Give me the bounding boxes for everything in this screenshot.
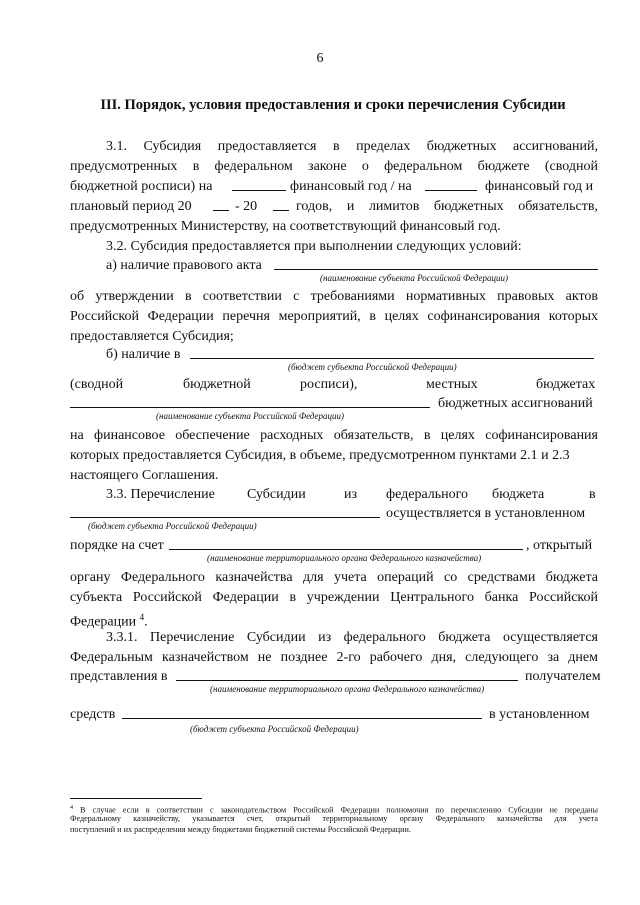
- p33-word-3: из: [344, 487, 358, 502]
- p331-line-2: Федеральным казначейством не позднее 2-го рабочего дня, следующего за днем: [70, 650, 598, 665]
- pb-line-4: на финансовое обеспечение расходных обязательств, в целях софинансирования: [70, 428, 598, 443]
- p31-line-3a: бюджетной росписи) на: [70, 179, 213, 194]
- p33-line-3b: , открытый: [526, 538, 593, 553]
- p31-line-2: предусмотренных в федеральном законе о федеральном бюджете (сводной: [70, 159, 598, 174]
- pb-word-3: росписи),: [300, 377, 358, 392]
- caption-subject-2: (наименование субъекта Российской Федерации): [156, 411, 345, 421]
- p33-line-6-end: .: [144, 614, 148, 630]
- footnote-line-1-text: В случае если в соответствии с законодательством Российской Федерации полномочия по перечислению Субсидии не переданы: [80, 805, 599, 815]
- p33-word-5: бюджета: [492, 487, 545, 502]
- p331-line-3a: представления в: [70, 669, 168, 684]
- caption-budget-1: (бюджет субъекта Российской Федерации): [288, 362, 457, 372]
- fill-blank-year-1: [232, 190, 286, 191]
- p31-line-3b: финансовый год / на: [290, 179, 412, 194]
- caption-subject-name: (наименование субъекта Российской Федерации): [320, 273, 509, 283]
- p33-line-2: осуществляется в установленном: [386, 506, 586, 521]
- fill-blank-budget-2: [70, 517, 380, 518]
- pb-line-3: бюджетных ассигнований: [438, 396, 593, 411]
- p33-line-5: субъекта Российской Федерации в учреждении Центрального банка Российской: [70, 590, 598, 605]
- p33-word-4: федерального: [386, 487, 469, 502]
- footnote-ref: 4: [139, 612, 145, 622]
- p33-word-6: в: [589, 487, 596, 502]
- fill-blank-budget-3: [122, 718, 482, 719]
- p31-line-5: предусмотренных Министерству, на соответствующий финансовый год.: [70, 219, 501, 234]
- page-number: 6: [316, 51, 324, 66]
- fill-blank-account: [169, 549, 523, 550]
- caption-budget-3: (бюджет субъекта Российской Федерации): [190, 724, 359, 734]
- pb-line-1: б) наличие в: [106, 347, 181, 362]
- pb-word-4: местных: [426, 377, 478, 392]
- pb-word-1: (сводной: [70, 377, 124, 392]
- fill-blank-budget: [190, 358, 594, 359]
- p33-line-4: органу Федерального казначейства для учета операций со средствами бюджета: [70, 570, 598, 585]
- p31-line-4a: плановый период 20: [70, 199, 192, 214]
- p331-line-4a: средств: [70, 707, 116, 722]
- footnote-line-3: поступлений и их распределения между бюджетами бюджетной системы Российской Федерации.: [70, 825, 411, 834]
- pa-line-4: предоставляется Субсидия;: [70, 329, 234, 344]
- p331-line-4b: в установленном: [489, 707, 590, 722]
- caption-treasury-2: (наименование территориального органа Федерального казначейства): [210, 684, 485, 694]
- p33-line-6-text: Федерации: [70, 614, 137, 630]
- p331-line-3b: получателем: [525, 669, 601, 684]
- pb-word-5: бюджетах: [536, 377, 596, 392]
- fill-blank-period-1: [213, 210, 229, 211]
- p31-line-1: 3.1. Субсидия предоставляется в пределах бюджетных ассигнований,: [106, 139, 598, 154]
- pb-line-5: которых предоставляется Субсидия, в объеме, предусмотренном пунктами 2.1 и 2.3: [70, 448, 570, 463]
- fill-blank-legal-act: [274, 269, 598, 270]
- p31-line-3c: финансовый год и: [485, 179, 594, 194]
- footnote-line-2: Федеральному казначейству, указывается счет, открытый территориальному органу Федерального казначейства для учета: [70, 814, 598, 823]
- p33-line-6: [70, 609, 148, 631]
- pa-line-3: Российской Федерации перечня мероприятий, в целях софинансирования которых: [70, 309, 598, 324]
- pa-line-1: а) наличие правового акта: [106, 258, 262, 273]
- p31-line-4c: годов, и лимитов бюджетных обязательств,: [296, 199, 598, 214]
- p31-line-4b: - 20: [235, 199, 258, 214]
- caption-treasury-1: (наименование территориального органа Федерального казначейства): [207, 553, 482, 563]
- p33-word-2: Субсидии: [247, 487, 306, 502]
- fill-blank-year-2: [425, 190, 477, 191]
- fill-blank-period-2: [273, 210, 289, 211]
- section-heading: III. Порядок, условия предоставления и сроки перечисления Субсидии: [100, 97, 566, 113]
- footnote-separator: [70, 798, 202, 799]
- p331-line-1: 3.3.1. Перечисление Субсидии из федерального бюджета осуществляется: [106, 630, 598, 645]
- fill-blank-subject-2: [70, 407, 430, 408]
- pa-line-2: об утверждении в соответствии с требованиями нормативных правовых актов: [70, 289, 598, 304]
- footnote-marker: 4: [70, 805, 73, 811]
- pb-word-2: бюджетной: [183, 377, 251, 392]
- pb-line-6: настоящего Соглашения.: [70, 468, 219, 483]
- caption-budget-2: (бюджет субъекта Российской Федерации): [88, 521, 257, 531]
- p33-line-3a: порядке на счет: [70, 538, 164, 553]
- p32-line-1: 3.2. Субсидия предоставляется при выполнении следующих условий:: [106, 239, 522, 254]
- p33-word-1: 3.3. Перечисление: [106, 487, 215, 502]
- fill-blank-treasury-2: [176, 680, 518, 681]
